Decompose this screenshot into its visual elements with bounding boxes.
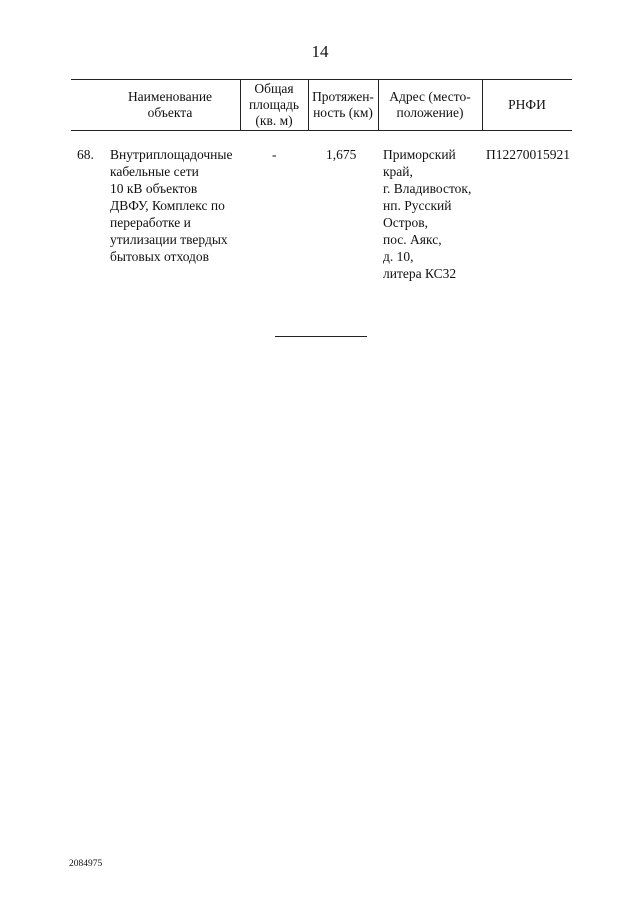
object-length: 1,675 xyxy=(326,147,357,162)
page-number: 14 xyxy=(311,42,329,61)
object-address: Приморский край, г. Владивосток, нп. Русский Остров, пос. Аякс, д. 10, литера КС32 xyxy=(383,147,472,281)
header-length: Протяжен- ность (км) xyxy=(312,89,374,120)
table-top-rule xyxy=(71,79,572,80)
table-header-rule xyxy=(71,130,572,131)
object-area: - xyxy=(272,147,277,162)
row-number: 68. xyxy=(77,147,94,162)
header-name: Наименование объекта xyxy=(127,89,213,120)
header-address: Адрес (место- положение) xyxy=(389,89,471,120)
end-of-document-rule xyxy=(275,336,367,337)
header-rnfi: РНФИ xyxy=(508,97,546,112)
object-rnfi: П12270015921 xyxy=(486,147,570,162)
object-name: Внутриплощадочные кабельные сети 10 кВ объектов ДВФУ, Комплекс по переработке и утилизации твердых бытовых отходов xyxy=(110,147,233,264)
header-area: Общая площадь (кв. м) xyxy=(248,81,300,128)
footer-code: 2084975 xyxy=(69,859,103,869)
